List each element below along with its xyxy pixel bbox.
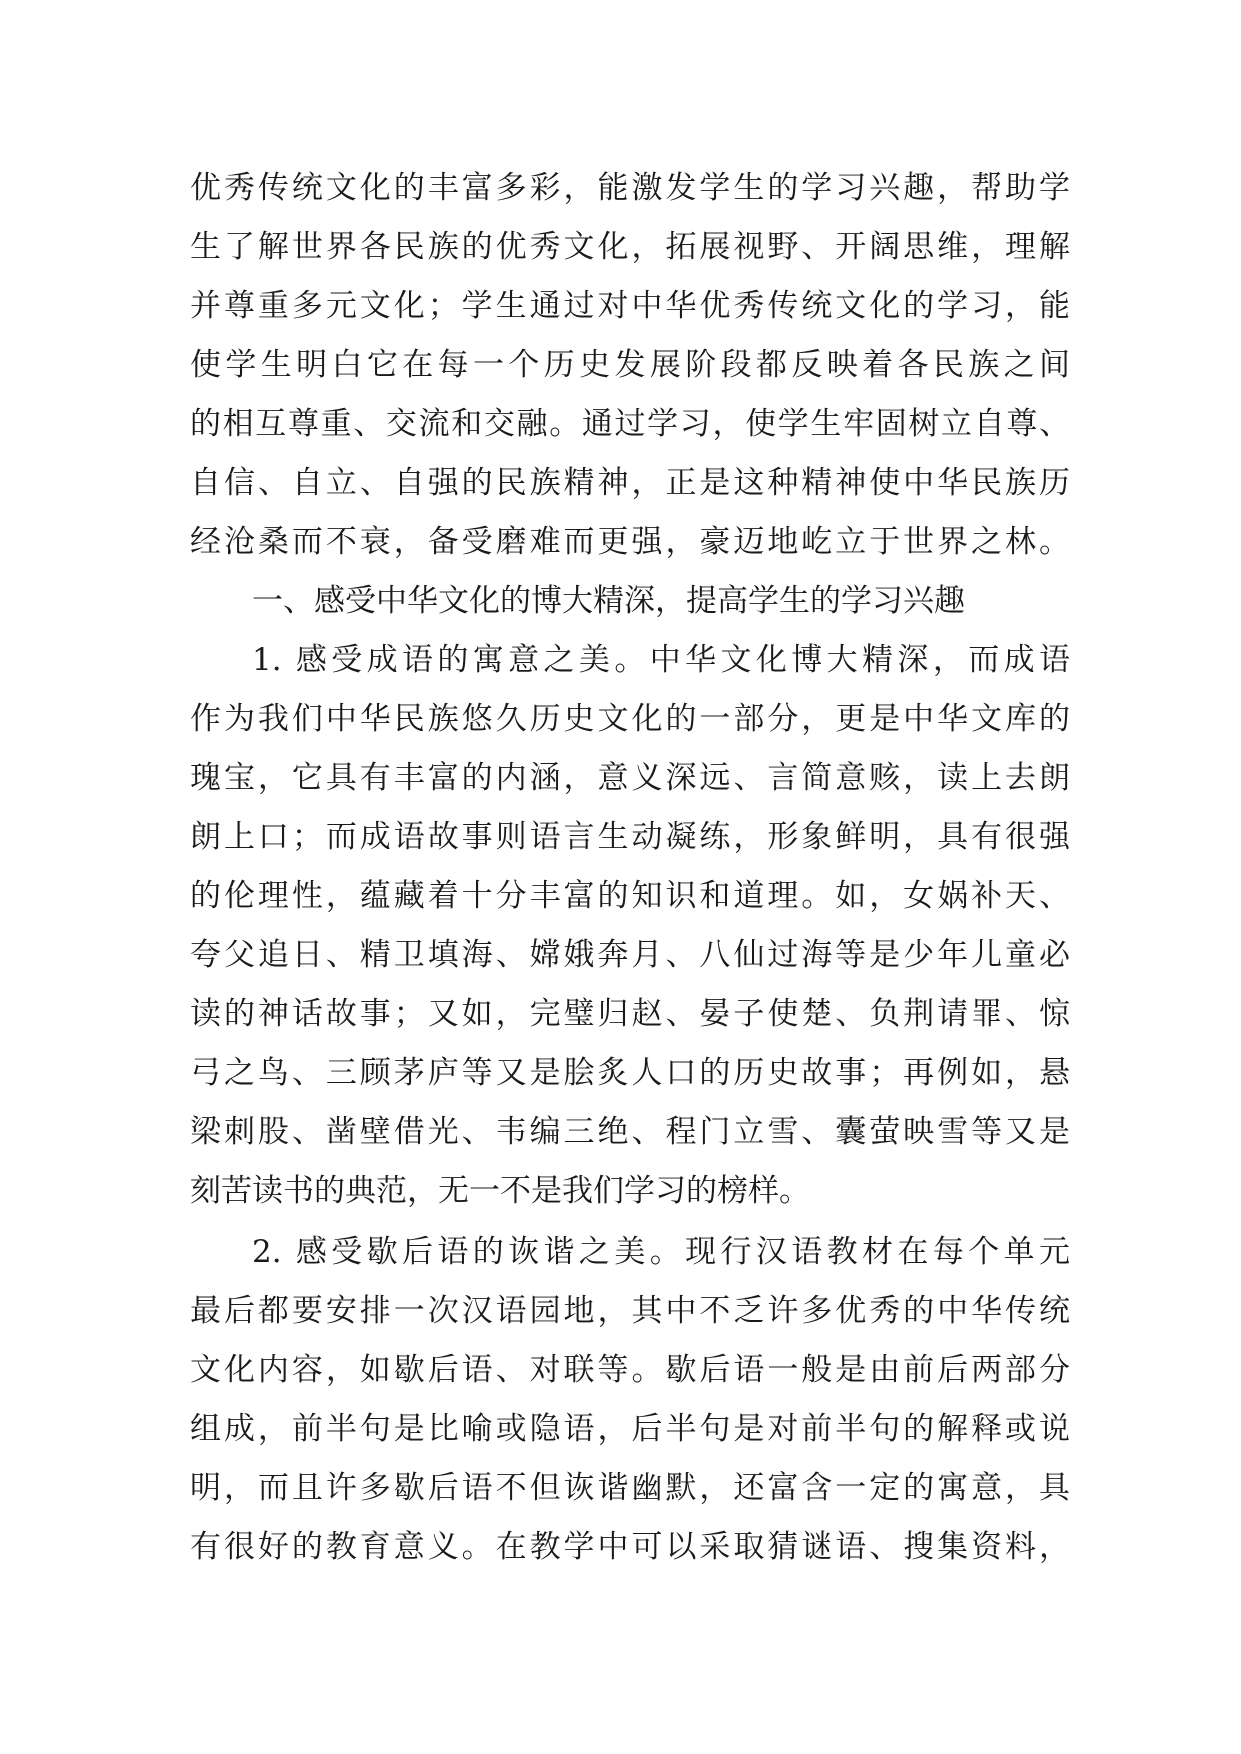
text-line: 经沧桑而不衰，备受磨难而更强，豪迈地屹立于世界之林。 [190,524,1070,560]
text-line: 优秀传统文化的丰富多彩，能激发学生的学习兴趣，帮助学 [190,170,1070,206]
text-line: 并尊重多元文化；学生通过对中华优秀传统文化的学习，能 [190,288,1070,324]
text-line: 明，而且许多歇后语不但诙谐幽默，还富含一定的寓意，具 [190,1470,1070,1506]
text-line: 朗上口；而成语故事则语言生动凝练，形象鲜明，具有很强 [190,819,1070,855]
text-line: 生了解世界各民族的优秀文化，拓展视野、开阔思维，理解 [190,229,1070,265]
text-line: 自信、自立、自强的民族精神，正是这种精神使中华民族历 [190,465,1070,501]
text-line: 文化内容，如歇后语、对联等。歇后语一般是由前后两部分 [190,1352,1070,1388]
text-line: 瑰宝，它具有丰富的内涵，意义深远、言简意赅，读上去朗 [190,760,1070,796]
text-line: 刻苦读书的典范，无一不是我们学习的榜样。 [190,1173,810,1209]
text-line: 的相互尊重、交流和交融。通过学习，使学生牢固树立自尊、 [190,406,1070,442]
body-text [190,159,1070,1577]
text-line: 夸父追日、精卫填海、嫦娥奔月、八仙过海等是少年儿童必 [190,937,1070,973]
text-line: 使学生明白它在每一个历史发展阶段都反映着各民族之间 [190,347,1070,383]
text-line: 最后都要安排一次汉语园地，其中不乏许多优秀的中华传统 [190,1293,1070,1329]
text-line: 有很好的教育意义。在教学中可以采取猜谜语、搜集资料， [190,1529,1070,1565]
list-item-1-first-line: 1. 感受成语的寓意之美。中华文化博大精深，而成语 [252,642,1070,678]
text-line: 梁刺股、凿壁借光、韦编三绝、程门立雪、囊萤映雪等又是 [190,1114,1070,1150]
text-line: 组成，前半句是比喻或隐语，后半句是对前半句的解释或说 [190,1411,1070,1447]
text-line: 的伦理性，蕴藏着十分丰富的知识和道理。如，女娲补天、 [190,878,1070,914]
list-item-2-first-line: 2. 感受歇后语的诙谐之美。现行汉语教材在每个单元 [252,1234,1070,1270]
text-line: 作为我们中华民族悠久历史文化的一部分，更是中华文库的 [190,701,1070,737]
text-line: 读的神话故事；又如，完璧归赵、晏子使楚、负荆请罪、惊 [190,996,1070,1032]
section-heading: 一、感受中华文化的博大精深，提高学生的学习兴趣 [252,583,965,619]
text-line: 弓之鸟、三顾茅庐等又是脍炙人口的历史故事；再例如，悬 [190,1055,1070,1091]
